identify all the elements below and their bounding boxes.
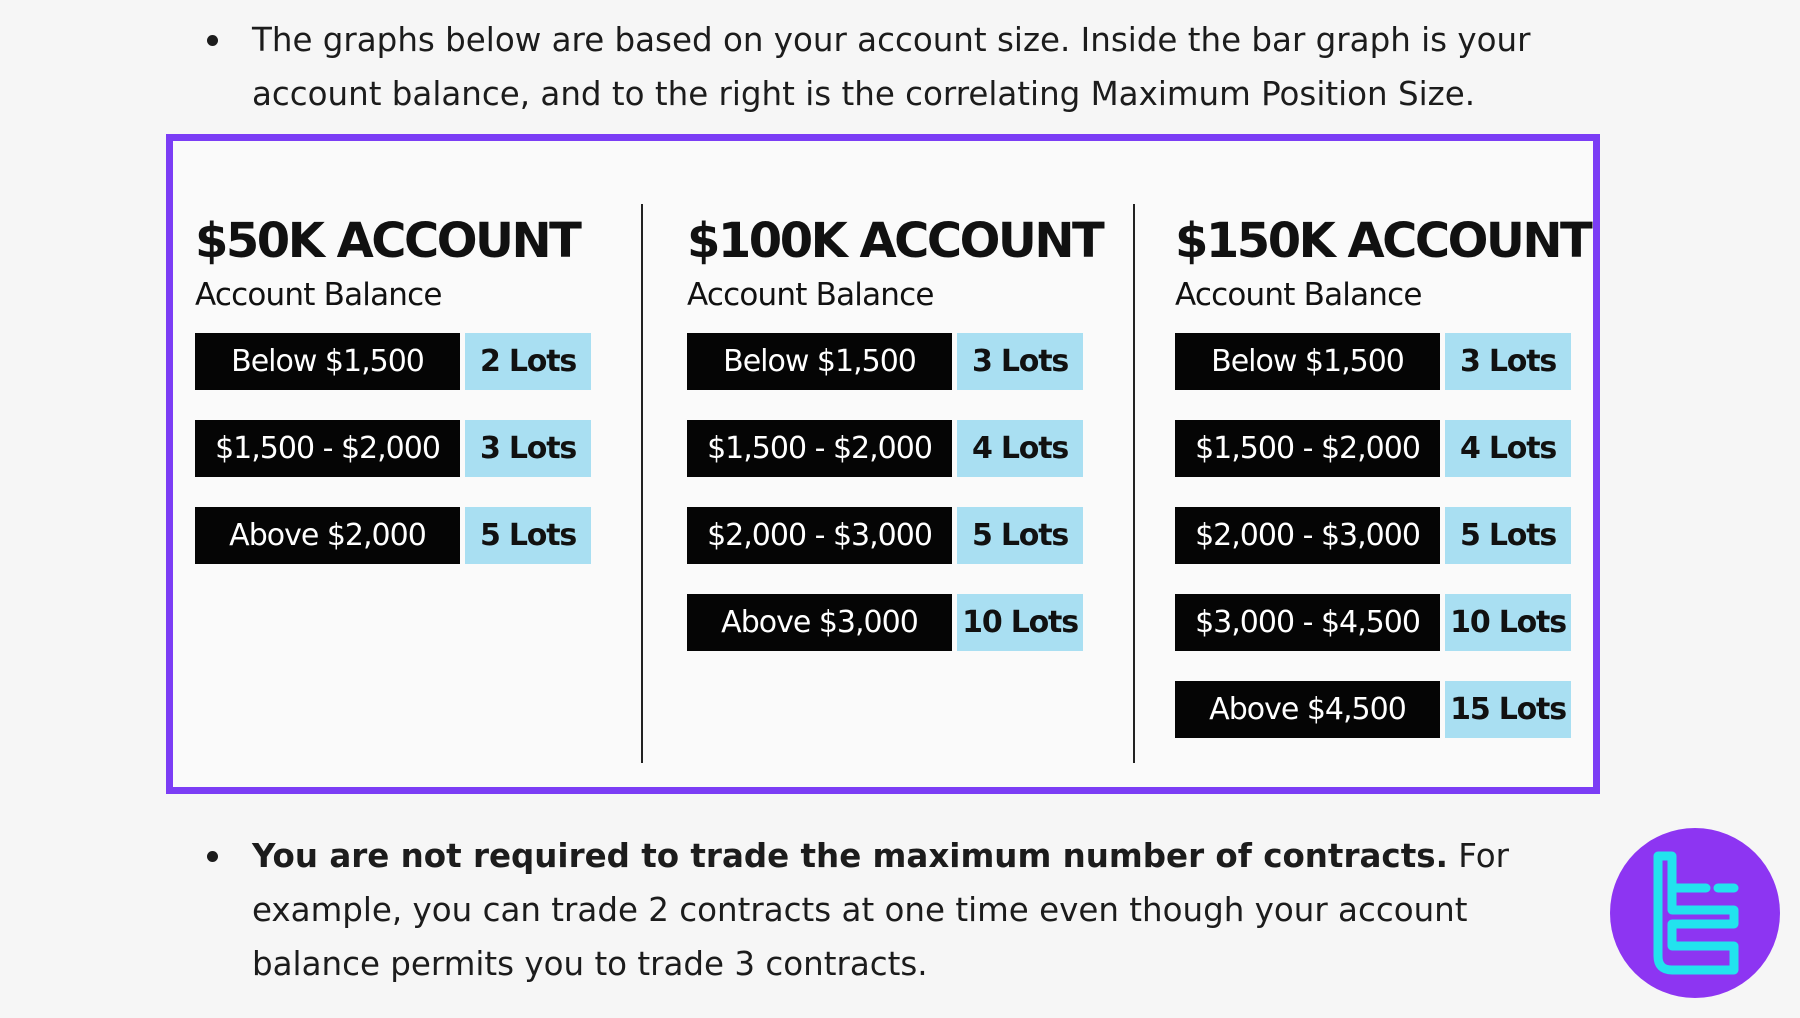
tier-balance: Below $1,500 <box>195 333 460 390</box>
account-tiers-panel <box>166 134 1600 794</box>
account-column-100k <box>687 211 1102 681</box>
account-title: $50K ACCOUNT <box>195 213 580 269</box>
tier-lots: 3 Lots <box>957 333 1083 390</box>
tier-row <box>687 594 1102 651</box>
tier-row <box>1175 333 1590 390</box>
tier-balance: $1,500 - $2,000 <box>1175 420 1440 477</box>
tier-lots: 10 Lots <box>957 594 1083 651</box>
intro-bullet-text: The graphs below are based on your account size. Inside the bar graph is your account balance, and to the right is the correlating Maximum Position Size. <box>252 21 1531 113</box>
tier-balance: Below $1,500 <box>1175 333 1440 390</box>
account-balance-label: Account Balance <box>687 277 934 313</box>
account-balance-label: Account Balance <box>1175 277 1422 313</box>
tier-lots: 10 Lots <box>1445 594 1571 651</box>
tier-balance: Above $3,000 <box>687 594 952 651</box>
tier-row <box>1175 420 1590 477</box>
account-title: $100K ACCOUNT <box>687 213 1103 269</box>
tier-lots: 5 Lots <box>465 507 591 564</box>
tier-balance: $1,500 - $2,000 <box>687 420 952 477</box>
account-column-50k <box>195 211 591 594</box>
tier-row <box>1175 681 1590 738</box>
account-column-150k <box>1175 211 1590 768</box>
tier-balance: Above $4,500 <box>1175 681 1440 738</box>
bullet-dot <box>207 35 218 46</box>
tier-row <box>687 333 1102 390</box>
tradingfinder-logo-icon <box>1610 828 1780 998</box>
tier-row <box>1175 594 1590 651</box>
intro-bullet <box>216 13 1596 121</box>
tier-lots: 5 Lots <box>1445 507 1571 564</box>
tier-balance: Above $2,000 <box>195 507 460 564</box>
tier-lots: 4 Lots <box>957 420 1083 477</box>
tier-row <box>195 420 591 477</box>
tier-lots: 2 Lots <box>465 333 591 390</box>
column-divider <box>1133 204 1135 763</box>
note-bullet <box>216 829 1596 991</box>
tier-lots: 15 Lots <box>1445 681 1571 738</box>
tier-balance: Below $1,500 <box>687 333 952 390</box>
tier-balance: $2,000 - $3,000 <box>687 507 952 564</box>
bullet-dot <box>207 851 218 862</box>
tier-balance: $3,000 - $4,500 <box>1175 594 1440 651</box>
note-bold-text: You are not required to trade the maximum number of contracts. <box>252 837 1448 875</box>
tier-lots: 3 Lots <box>1445 333 1571 390</box>
logo-mark-icon <box>1610 828 1780 998</box>
account-title: $150K ACCOUNT <box>1175 213 1591 269</box>
tier-row <box>195 333 591 390</box>
tier-row <box>195 507 591 564</box>
tier-lots: 5 Lots <box>957 507 1083 564</box>
note-bullet-text <box>216 829 1596 991</box>
note-rest-text: For example, you can trade 2 contracts at one time even though your account balance permits you to trade 3 contracts. <box>252 837 1510 983</box>
tier-balance: $2,000 - $3,000 <box>1175 507 1440 564</box>
tier-lots: 3 Lots <box>465 420 591 477</box>
account-balance-label: Account Balance <box>195 277 442 313</box>
tier-row <box>687 507 1102 564</box>
tier-row <box>687 420 1102 477</box>
tier-row <box>1175 507 1590 564</box>
tier-lots: 4 Lots <box>1445 420 1571 477</box>
column-divider <box>641 204 643 763</box>
tier-balance: $1,500 - $2,000 <box>195 420 460 477</box>
